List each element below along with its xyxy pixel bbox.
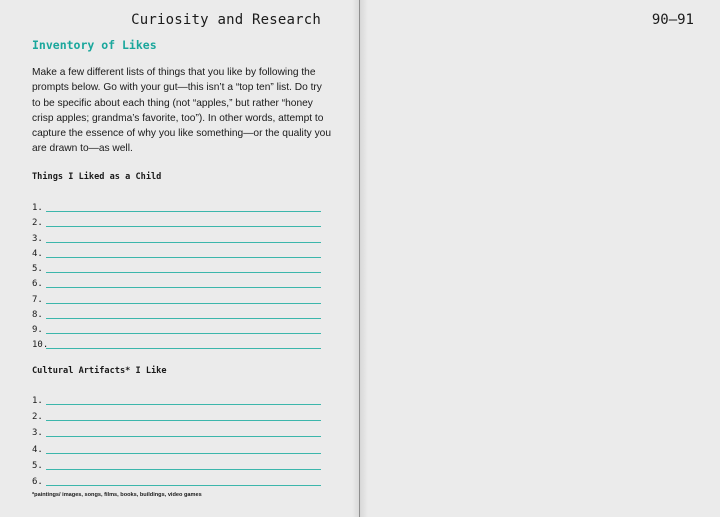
list-row	[32, 394, 321, 406]
list-row-number: 2.	[32, 412, 43, 423]
list-heading-cultural-artifacts: Cultural Artifacts* I Like	[32, 366, 167, 376]
list-row	[32, 459, 321, 471]
writing-line[interactable]	[46, 226, 321, 227]
list-row	[32, 323, 321, 335]
list-row	[32, 308, 321, 320]
writing-line[interactable]	[46, 287, 321, 288]
writing-line[interactable]	[46, 469, 321, 470]
writing-line[interactable]	[46, 404, 321, 405]
list-row-number: 7.	[32, 294, 43, 305]
list-row-number: 3.	[32, 428, 43, 439]
writing-line[interactable]	[46, 348, 321, 349]
list-row-number: 1.	[32, 203, 43, 213]
list-row	[32, 201, 321, 213]
writing-line[interactable]	[46, 211, 321, 212]
list-row-number: 1.	[32, 396, 43, 406]
list-row-number: 6.	[32, 477, 43, 487]
writing-line[interactable]	[46, 420, 321, 421]
running-head: Curiosity and Research	[131, 12, 321, 28]
list-row	[32, 293, 321, 305]
footnote-left: *paintings/ images, songs, films, books, buildings, video games	[32, 492, 202, 498]
list-row	[32, 262, 321, 274]
list-row-number: 5.	[32, 460, 43, 471]
list-row	[32, 277, 321, 289]
writing-line[interactable]	[46, 436, 321, 437]
list-row-number: 2.	[32, 218, 43, 229]
list-row-number: 8.	[32, 309, 43, 320]
writing-line[interactable]	[46, 242, 321, 243]
folio: 90–91	[651, 12, 694, 28]
list-row	[32, 443, 321, 455]
list-heading-childhood: Things I Liked as a Child	[32, 172, 162, 182]
writing-line[interactable]	[46, 453, 321, 454]
list-row-number: 9.	[32, 325, 43, 335]
writing-line[interactable]	[46, 485, 321, 486]
intro-paragraph: Make a few different lists of things that you like by following the prompts below. Go with your gut—this isn’t a “top ten” list. Do try to be specific about each thing (not “apples,” but rather “honey crisp apples; grandma’s favorite, too”). In other words, attempt to capture the essence of why you like something—or the quality you are drawn to—as well.	[32, 67, 331, 155]
writing-line[interactable]	[46, 318, 321, 319]
section-title: Inventory of Likes	[32, 38, 157, 52]
list-row-number: 10.	[32, 340, 49, 351]
list-row	[32, 475, 321, 487]
writing-line[interactable]	[46, 257, 321, 258]
writing-line[interactable]	[46, 303, 321, 304]
list-row-number: 3.	[32, 233, 43, 244]
list-row-number: 4.	[32, 248, 43, 259]
writing-line[interactable]	[46, 333, 321, 334]
list-row-number: 4.	[32, 444, 43, 455]
list-row	[32, 426, 321, 438]
list-row	[32, 216, 321, 228]
list-row-number: 5.	[32, 264, 43, 274]
list-row	[32, 410, 321, 422]
list-row-number: 6.	[32, 279, 43, 290]
list-row	[32, 247, 321, 259]
list-row	[32, 232, 321, 244]
writing-line[interactable]	[46, 272, 321, 273]
right-page	[360, 0, 720, 517]
list-row	[32, 338, 321, 350]
